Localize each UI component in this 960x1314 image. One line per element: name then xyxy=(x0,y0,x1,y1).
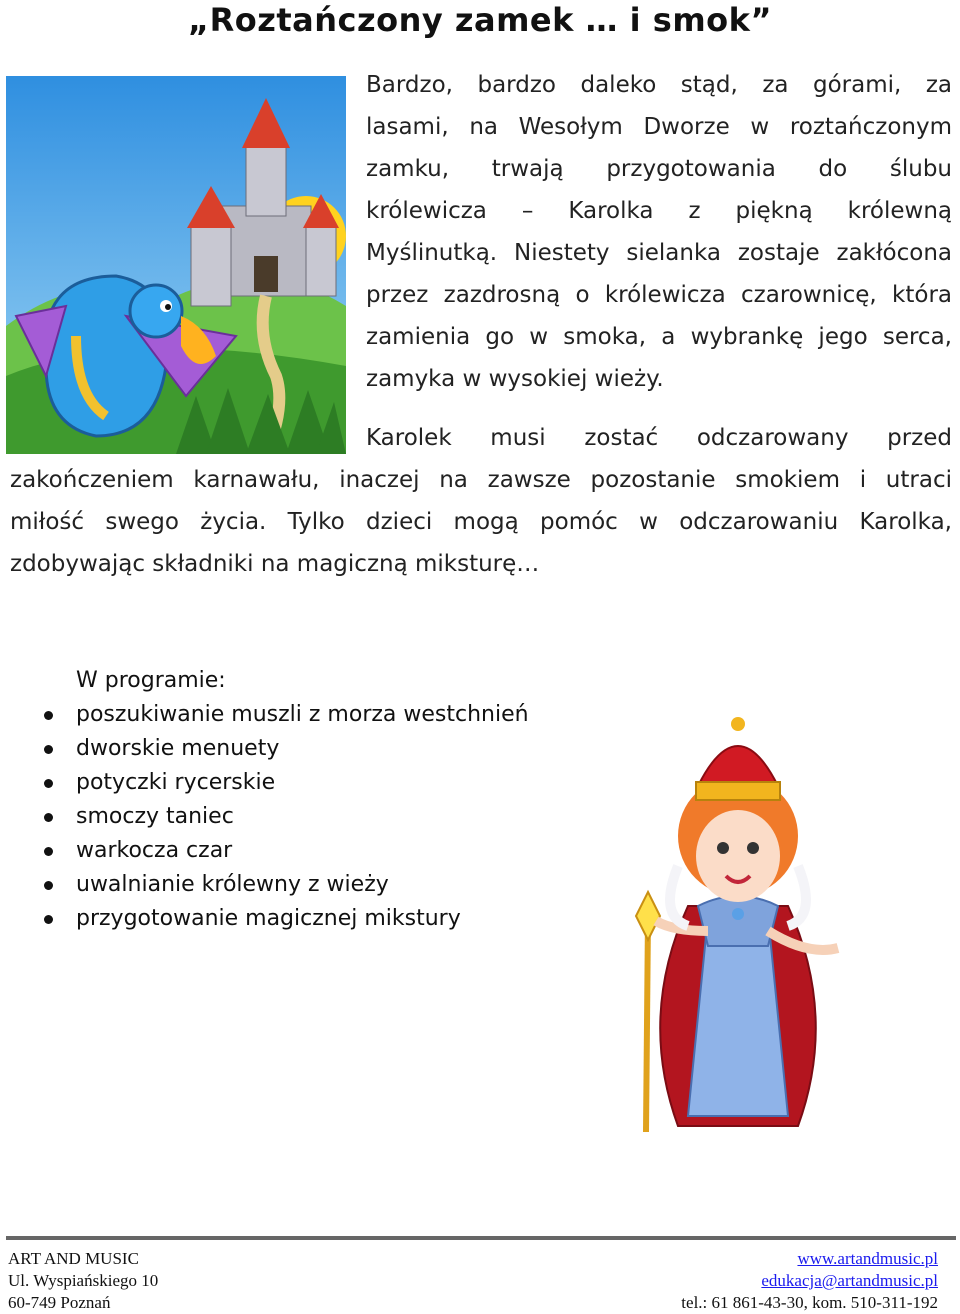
page-title: „Roztańczony zamek … i smok” xyxy=(188,1,772,39)
queen-illustration xyxy=(618,716,850,1134)
text-line: zamyka w wysokiej wieży. xyxy=(366,366,664,392)
list-item xyxy=(40,834,600,868)
text-line: miłość swego życia. Tylko dzieci mogą pomóc w odczarowaniu Karolka, xyxy=(10,509,952,535)
list-item xyxy=(40,698,600,732)
story-paragraph xyxy=(10,417,952,585)
bullet-icon xyxy=(44,847,53,856)
list-item xyxy=(40,902,600,936)
list-item-label: przygotowanie magicznej mikstury xyxy=(76,906,461,931)
list-item xyxy=(40,800,600,834)
text-line: zakończeniem karnawału, inaczej na zawsze pozostanie smokiem i utraci xyxy=(10,467,952,493)
intro-paragraph xyxy=(366,64,952,400)
footer-divider xyxy=(6,1236,956,1240)
program-heading: W programie: xyxy=(76,668,226,693)
list-item-label: potyczki rycerskie xyxy=(76,770,276,795)
list-item-label: warkocza czar xyxy=(76,838,233,863)
bullet-icon xyxy=(44,745,53,754)
text-line: Myślinutką. Niestety sielanka zostaje zakłócona xyxy=(366,240,952,266)
bullet-icon xyxy=(44,881,53,890)
text-line: przez zazdrosną o królewicza czarownicę, która xyxy=(366,282,952,308)
email-link[interactable]: edukacja@artandmusic.pl xyxy=(761,1271,938,1290)
list-item-label: poszukiwanie muszli z morza westchnień xyxy=(76,702,529,727)
bullet-icon xyxy=(44,915,53,924)
footer-street: Ul. Wyspiańskiego 10 xyxy=(8,1271,159,1290)
bullet-icon xyxy=(44,779,53,788)
text-line: zamienia go w smoka, a wybrankę jego serca, xyxy=(366,324,952,350)
program-list xyxy=(40,698,600,936)
footer-city: 60-749 Poznań xyxy=(8,1293,111,1312)
footer-phone: tel.: 61 861-43-30, kom. 510-311-192 xyxy=(681,1293,938,1312)
list-item xyxy=(40,732,600,766)
program-section xyxy=(40,664,600,936)
castle-dragon-illustration xyxy=(6,76,346,454)
list-item-label: dworskie menuety xyxy=(76,736,280,761)
footer-org: ART AND MUSIC xyxy=(8,1249,139,1268)
list-item xyxy=(40,766,600,800)
website-link[interactable]: www.artandmusic.pl xyxy=(797,1249,938,1268)
list-item-label: uwalnianie królewny z wieży xyxy=(76,872,389,897)
text-line: zdobywając składniki na magiczną miksturę… xyxy=(10,551,540,577)
text-line: królewicza – Karolka z piękną królewną xyxy=(366,198,952,224)
list-item xyxy=(40,868,600,902)
text-line: lasami, na Wesołym Dworze w roztańczonym xyxy=(366,114,952,140)
text-line: zamku, trwają przygotowania do ślubu xyxy=(366,156,952,182)
bullet-icon xyxy=(44,813,53,822)
bullet-icon xyxy=(44,711,53,720)
text-line: Karolek musi zostać odczarowany przed xyxy=(366,425,952,451)
list-item-label: smoczy taniec xyxy=(76,804,234,829)
text-line: Bardzo, bardzo daleko stąd, za górami, za xyxy=(366,72,952,98)
